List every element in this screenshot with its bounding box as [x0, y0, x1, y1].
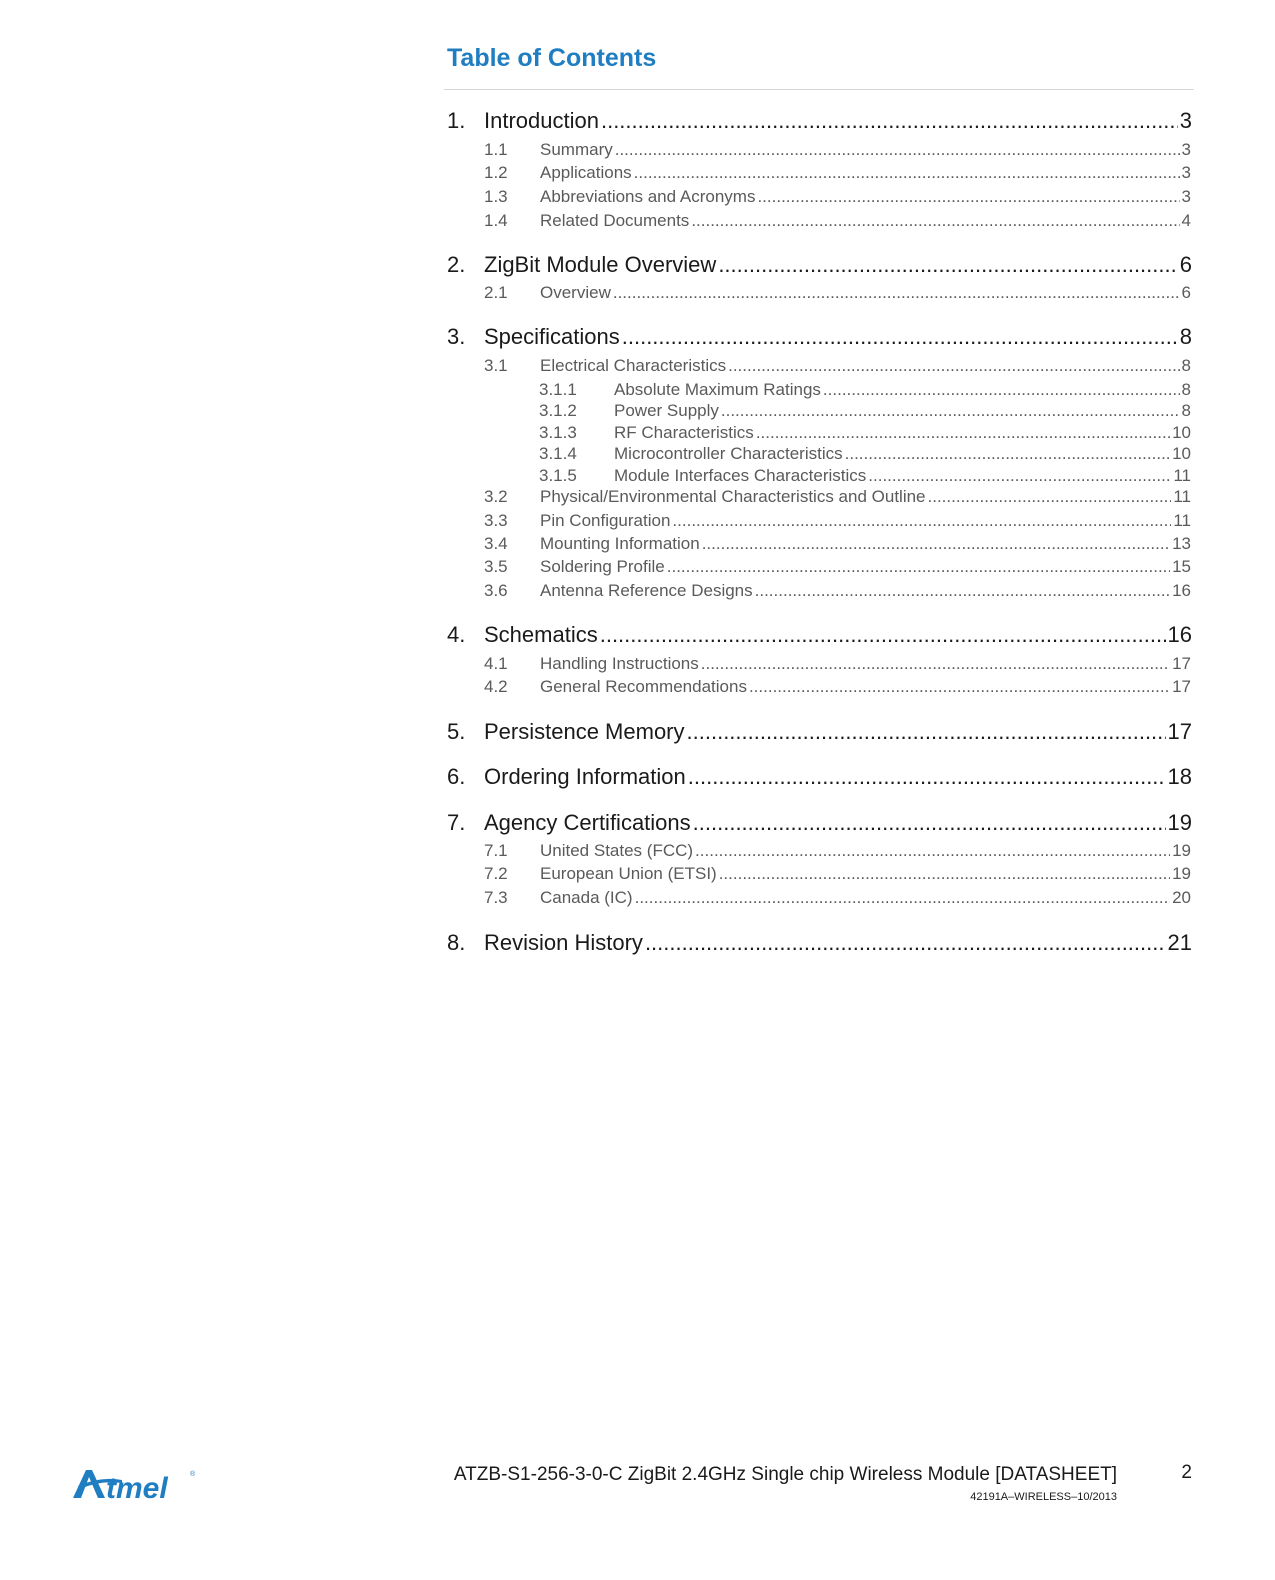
toc-entry[interactable] — [447, 108, 1192, 134]
svg-text:tmel: tmel — [106, 1472, 168, 1505]
toc-entry-number: 3.1.1 — [539, 380, 577, 399]
toc-entry-page: 19 — [1172, 841, 1191, 860]
toc-entry-page: 10 — [1172, 423, 1191, 442]
toc-entry[interactable] — [484, 677, 1191, 697]
toc-dot-leader — [823, 380, 1180, 400]
toc-entry-title: Introduction — [484, 108, 599, 133]
toc-entry-title: Revision History — [484, 930, 643, 955]
toc-entry-number: 1.3 — [484, 187, 508, 206]
toc-entry[interactable] — [484, 557, 1191, 577]
toc-entry-page: 3 — [1181, 187, 1191, 206]
toc-dot-leader — [613, 283, 1180, 303]
toc-entry-title: European Union (ETSI) — [540, 864, 717, 883]
toc-dot-leader — [755, 581, 1170, 601]
toc-entry-title: Related Documents — [540, 211, 690, 230]
toc-entry-page: 17 — [1172, 654, 1191, 673]
toc-entry-page: 11 — [1173, 511, 1191, 530]
toc-entry-page: 10 — [1172, 444, 1191, 463]
toc-dot-leader — [687, 719, 1166, 745]
toc-dot-leader — [645, 930, 1166, 956]
toc-dot-leader — [928, 487, 1172, 507]
toc-entry-title: Power Supply — [614, 401, 719, 420]
toc-entry[interactable] — [484, 888, 1191, 908]
toc-entry[interactable] — [447, 930, 1192, 956]
toc-dot-leader — [600, 622, 1166, 648]
toc-entry-number: 3.2 — [484, 487, 508, 506]
toc-entry-number: 1.2 — [484, 163, 508, 182]
toc-entry-page: 6 — [1181, 283, 1191, 302]
toc-entry-number: 3.1.2 — [539, 401, 577, 420]
toc-dot-leader — [718, 252, 1177, 278]
toc-entry-number: 4.1 — [484, 654, 508, 673]
atmel-logo — [70, 1462, 200, 1506]
toc-dot-leader — [845, 444, 1170, 464]
toc-dot-leader — [721, 401, 1180, 421]
toc-entry-title: Electrical Characteristics — [540, 356, 727, 375]
toc-entry-number: 3. — [447, 324, 466, 349]
toc-entry-title: Schematics — [484, 622, 598, 647]
toc-entry-title: ZigBit Module Overview — [484, 252, 717, 277]
toc-entry-number: 2. — [447, 252, 466, 277]
toc-entry[interactable] — [447, 252, 1192, 278]
toc-entry[interactable] — [484, 283, 1191, 303]
page-number: 2 — [1181, 1462, 1192, 1483]
toc-entry[interactable] — [539, 444, 1191, 464]
toc-entry-page: 4 — [1181, 211, 1191, 230]
toc-entry-number: 3.6 — [484, 581, 508, 600]
toc-dot-leader — [701, 654, 1170, 674]
toc-entry-page: 16 — [1167, 622, 1192, 647]
toc-dot-leader — [615, 140, 1180, 160]
toc-entry[interactable] — [447, 764, 1192, 790]
toc-entry-title: Persistence Memory — [484, 719, 685, 744]
toc-entry-number: 3.1 — [484, 356, 508, 375]
toc-dot-leader — [702, 534, 1170, 554]
toc-entry[interactable] — [447, 622, 1192, 648]
toc-entry-title: Soldering Profile — [540, 557, 665, 576]
toc-entry-page: 8 — [1179, 324, 1192, 349]
toc-entry[interactable] — [484, 140, 1191, 160]
toc-entry-title: Antenna Reference Designs — [540, 581, 753, 600]
toc-entry-title: Overview — [540, 283, 611, 302]
toc-dot-leader — [672, 511, 1171, 531]
toc-dot-leader — [601, 108, 1178, 134]
toc-entry[interactable] — [484, 534, 1191, 554]
toc-dot-leader — [719, 864, 1170, 884]
toc-entry-title: Specifications — [484, 324, 620, 349]
toc-entry-number: 1. — [447, 108, 466, 133]
toc-dot-leader — [728, 356, 1179, 376]
toc-entry[interactable] — [484, 581, 1191, 601]
toc-entry-page: 8 — [1181, 401, 1191, 420]
toc-entry[interactable] — [539, 466, 1191, 486]
toc-entry-title: General Recommendations — [540, 677, 747, 696]
toc-entry-number: 7.1 — [484, 841, 508, 860]
toc-entry-number: 7.3 — [484, 888, 508, 907]
toc-dot-leader — [756, 423, 1170, 443]
toc-entry-number: 2.1 — [484, 283, 508, 302]
toc-entry-number: 3.3 — [484, 511, 508, 530]
toc-entry-title: Module Interfaces Characteristics — [614, 466, 867, 485]
toc-entry[interactable] — [539, 423, 1191, 443]
toc-entry-number: 3.1.4 — [539, 444, 577, 463]
footer-document-title: ATZB-S1-256-3-0-C ZigBit 2.4GHz Single chip Wireless Module [DATASHEET] — [453, 1464, 1117, 1485]
svg-text:®: ® — [190, 1471, 196, 1478]
toc-entry-page: 8 — [1181, 380, 1191, 399]
toc-heading: Table of Contents — [447, 44, 657, 72]
toc-entry-page: 16 — [1172, 581, 1191, 600]
toc-entry[interactable] — [484, 163, 1191, 183]
toc-entry[interactable] — [484, 487, 1191, 507]
toc-dot-leader — [635, 888, 1170, 908]
toc-entry-number: 3.5 — [484, 557, 508, 576]
toc-entry[interactable] — [539, 380, 1191, 400]
toc-entry[interactable] — [539, 401, 1191, 421]
toc-entry[interactable] — [484, 356, 1191, 376]
toc-entry-title: Physical/Environmental Characteristics and Outline — [540, 487, 926, 506]
toc-dot-leader — [688, 764, 1166, 790]
toc-dot-leader — [757, 187, 1179, 207]
toc-entry-title: Applications — [540, 163, 632, 182]
toc-dot-leader — [695, 841, 1170, 861]
toc-dot-leader — [868, 466, 1171, 486]
toc-dot-leader — [691, 211, 1179, 231]
toc-entry-title: Handling Instructions — [540, 654, 699, 673]
toc-entry-title: Absolute Maximum Ratings — [614, 380, 821, 399]
toc-dot-leader — [749, 677, 1170, 697]
toc-entry-number: 1.1 — [484, 140, 508, 159]
toc-entry-page: 3 — [1179, 108, 1192, 133]
toc-dot-leader — [667, 557, 1170, 577]
toc-entry-page: 11 — [1173, 466, 1191, 485]
toc-entry[interactable] — [484, 864, 1191, 884]
toc-entry-title: Mounting Information — [540, 534, 700, 553]
toc-entry-number: 6. — [447, 764, 466, 789]
toc-entry-number: 3.1.5 — [539, 466, 577, 485]
toc-entry-title: Abbreviations and Acronyms — [540, 187, 756, 206]
toc-entry-page: 8 — [1181, 356, 1191, 375]
toc-dot-leader — [634, 163, 1180, 183]
toc-entry-page: 6 — [1179, 252, 1192, 277]
footer-document-code: 42191A–WIRELESS–10/2013 — [970, 1491, 1117, 1503]
toc-entry[interactable] — [484, 187, 1191, 207]
toc-entry-page: 3 — [1181, 163, 1191, 182]
toc-entry-number: 4.2 — [484, 677, 508, 696]
toc-entry-page: 11 — [1173, 487, 1191, 506]
toc-entry-number: 3.1.3 — [539, 423, 577, 442]
toc-entry-number: 1.4 — [484, 211, 508, 230]
toc-entry[interactable] — [447, 324, 1192, 350]
toc-entry-title: Agency Certifications — [484, 810, 691, 835]
toc-entry-title: United States (FCC) — [540, 841, 694, 860]
toc-dot-leader — [693, 810, 1166, 836]
toc-entry-page: 19 — [1172, 864, 1191, 883]
toc-entry-title: Summary — [540, 140, 613, 159]
toc-entry-page: 19 — [1167, 810, 1192, 835]
toc-entry-number: 4. — [447, 622, 466, 647]
toc-entry-title: Pin Configuration — [540, 511, 671, 530]
toc-entry[interactable] — [447, 810, 1192, 836]
toc-dot-leader — [622, 324, 1178, 350]
toc-entry-page: 18 — [1167, 764, 1192, 789]
toc-entry-page: 20 — [1172, 888, 1191, 907]
toc-entry-title: Ordering Information — [484, 764, 686, 789]
toc-entry-page: 17 — [1167, 719, 1192, 744]
toc-entry[interactable] — [484, 511, 1191, 531]
toc-entry-page: 15 — [1172, 557, 1191, 576]
toc-entry-page: 13 — [1172, 534, 1191, 553]
toc-entry-title: Canada (IC) — [540, 888, 633, 907]
toc-entry-number: 3.4 — [484, 534, 508, 553]
toc-entry[interactable] — [484, 841, 1191, 861]
toc-entry-title: Microcontroller Characteristics — [614, 444, 843, 463]
toc-entry-page: 21 — [1167, 930, 1192, 955]
toc-entry[interactable] — [447, 719, 1192, 745]
toc-entry-page: 17 — [1172, 677, 1191, 696]
toc-entry-number: 5. — [447, 719, 466, 744]
toc-entry-number: 8. — [447, 930, 466, 955]
toc-entry[interactable] — [484, 654, 1191, 674]
toc-entry-number: 7.2 — [484, 864, 508, 883]
toc-entry-number: 7. — [447, 810, 466, 835]
toc-entry-page: 3 — [1181, 140, 1191, 159]
heading-divider — [444, 89, 1194, 90]
toc-entry[interactable] — [484, 211, 1191, 231]
toc-entry-title: RF Characteristics — [614, 423, 754, 442]
